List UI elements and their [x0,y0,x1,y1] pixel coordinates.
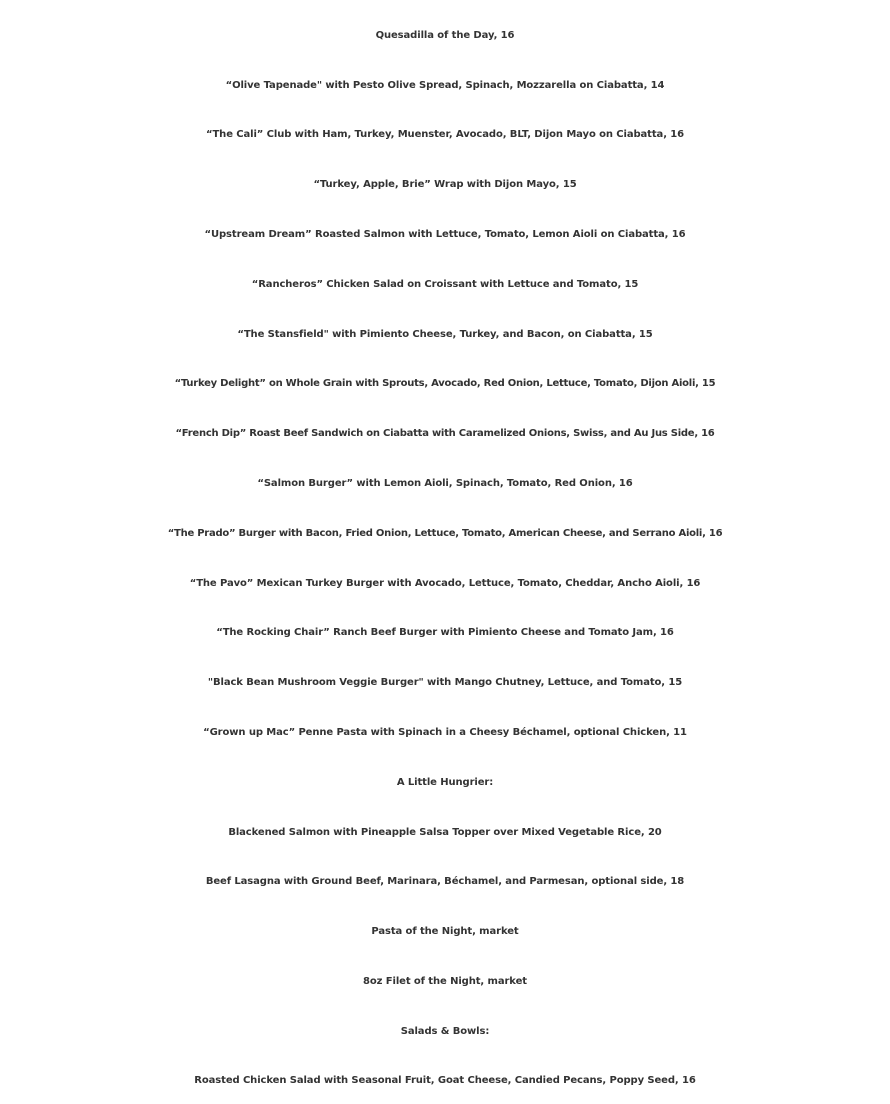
menu-item-quesadilla: Quesadilla of the Day, 16 [375,30,515,41]
menu-item-salmon-burger: “Salmon Burger” with Lemon Aioli, Spinach, Tomato, Red Onion, 16 [257,478,633,489]
menu-item-stansfield: “The Stansfield" with Pimiento Cheese, Turkey, and Bacon, on Ciabatta, 15 [237,329,653,340]
menu-item-filet-of-the-night: 8oz Filet of the Night, market [363,976,527,987]
menu-item-rancheros: “Rancheros” Chicken Salad on Croissant with Lettuce and Tomato, 15 [251,279,639,290]
menu-item-beef-lasagna: Beef Lasagna with Ground Beef, Marinara, Béchamel, and Parmesan, optional side, 18 [205,876,685,887]
section-heading-salads-and-bowls: Salads & Bowls: [400,1026,490,1037]
menu-item-prado-burger: “The Prado” Burger with Bacon, Fried Onion, Lettuce, Tomato, American Cheese, and Serrano Aioli, 16 [167,528,723,539]
menu-item-pavo-burger: “The Pavo” Mexican Turkey Burger with Avocado, Lettuce, Tomato, Cheddar, Ancho Aioli, 16 [189,578,701,589]
menu-item-cali-club: “The Cali” Club with Ham, Turkey, Muenster, Avocado, BLT, Dijon Mayo on Ciabatta, 16 [205,129,684,140]
menu-item-upstream-dream: “Upstream Dream” Roasted Salmon with Lettuce, Tomato, Lemon Aioli on Ciabatta, 16 [204,229,686,240]
menu-item-grown-up-mac: “Grown up Mac” Penne Pasta with Spinach in a Cheesy Béchamel, optional Chicken, 11 [203,727,687,738]
menu-item-turkey-apple-brie-wrap: “Turkey, Apple, Brie” Wrap with Dijon Mayo, 15 [313,179,577,190]
menu-item-turkey-delight: “Turkey Delight” on Whole Grain with Sprouts, Avocado, Red Onion, Lettuce, Tomato, Dijon Aioli, 15 [174,378,716,389]
menu-item-roasted-chicken-salad: Roasted Chicken Salad with Seasonal Fruit, Goat Cheese, Candied Pecans, Poppy Seed, 16 [194,1075,696,1086]
menu-item-pasta-of-the-night: Pasta of the Night, market [371,926,519,937]
section-heading-a-little-hungrier: A Little Hungrier: [396,777,494,788]
menu-item-blackened-salmon: Blackened Salmon with Pineapple Salsa Topper over Mixed Vegetable Rice, 20 [228,827,662,838]
menu-item-rocking-chair-burger: “The Rocking Chair” Ranch Beef Burger with Pimiento Cheese and Tomato Jam, 16 [216,627,674,638]
menu-item-french-dip: “French Dip” Roast Beef Sandwich on Ciabatta with Caramelized Onions, Swiss, and Au Jus Side, 16 [175,428,715,439]
menu-item-olive-tapenade: “Olive Tapenade" with Pesto Olive Spread, Spinach, Mozzarella on Ciabatta, 14 [225,80,665,91]
menu-item-veggie-burger: "Black Bean Mushroom Veggie Burger" with Mango Chutney, Lettuce, and Tomato, 15 [207,677,683,688]
